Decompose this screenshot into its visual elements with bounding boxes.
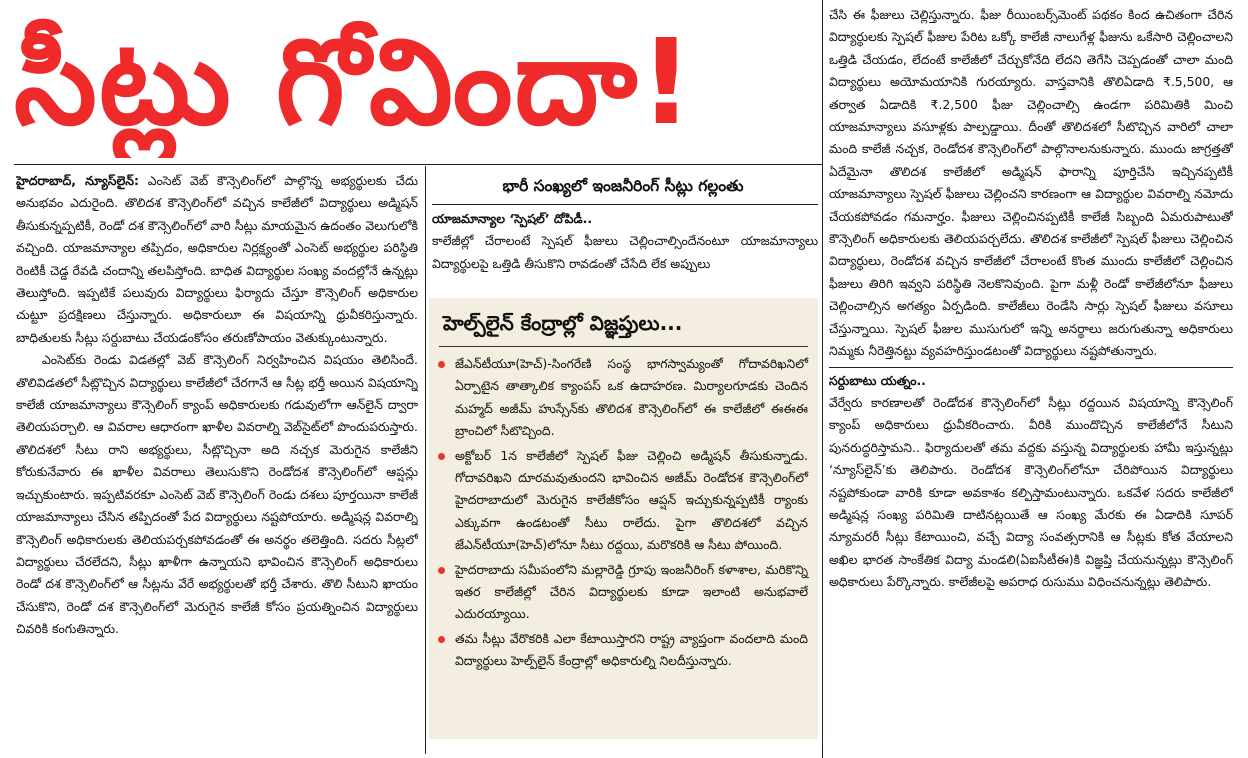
helpline-box	[429, 298, 818, 739]
middle-column	[432, 208, 818, 296]
helpline-item-text: తమ సీట్లు వేరొకరికి ఎలా కేటాయిస్తారని రాష్ట్ర వ్యాప్తంగా వందలాది మంది విద్యార్థులు హెల్ప్‌లైన్ కేంద్రాల్లో అధికారుల్ని నిలదీస్తున్నారు.	[455, 630, 808, 669]
subheadline: భారీ సంఖ్యలో ఇంజనీరింగ్ సీట్లు గల్లంతు	[502, 177, 744, 195]
right-subtitle-divider	[829, 367, 1233, 368]
helpline-item-text: జేఎన్‌టీయూ(హెచ్)-సింగరేణి సంస్థ భాగస్వామ్యంతో గోదావరిఖనిలో ఏర్పాటైన తాత్కాలిక క్యాంపస్ ఒక ఉదాహరణ. మిర్యాలగూడకు చెందిన మహ్మద్ అజీమ్ హుస్సేన్‌కు తొలిదశ కౌన్సెలింగ్‌లో ఈ కాలేజీలో ఈఈఈ బ్రాంచిలో సీటొచ్చింది.	[455, 356, 808, 439]
subheadline-divider	[432, 204, 818, 205]
helpline-item	[455, 628, 808, 673]
right-paragraph-1: చేసి ఈ ఫీజులు చెల్లిస్తున్నారు. ఫీజు రీయింబర్స్‌మెంట్ పథకం కింద ఉచితంగా చేరిన విద్యార్థులకు స్పెషల్ ఫీజుల పేరిట ఒక్కో కాలేజీ నాలుగేళ్ల ఫీజును ఒకేసారి చెల్లించాలని ఒత్తిడి చేయడం, లేదంటే కాలేజీలో చేర్చుకోనేది లేదని తెగేసి చెప్పడంతో చాలా మంది విద్యార్థులు అయోమయానికి గురయ్యారు. వాస్తవానికి తొలిఏడాది ₹.5,500, ఆ తర్వాత ఏడాదికి ₹.2,500 ఫీజు చెల్లించాల్సి ఉండగా పరిమితికి మించి యాజమాన్యాలు వసూళ్లకు పాల్పడ్డాయి. దీంతో తొలిదశలో సీటొచ్చిన వారిలో చాలా మంది కాలేజీ నచ్చక, రెండోదశ కౌన్సెలింగ్‌లో పాల్గొనాలనుకున్నారు. ముందు జాగ్రత్తతో ఏదేమైనా తొలిదశ కాలేజీలో అడ్మిషన్ ఫారాన్ని పూర్తిచేసి ఇచ్చినప్పటికీ యాజమాన్యాలు స్పెషల్ ఫీజులు చెల్లించని కారణంగా ఆ విద్యార్థుల వివరాల్ని నమోదు చేయకపోవడం గమనార్హం. ఫీజులు చెల్లించినప్పటికీ కాలేజీ సిబ్బంది ఏమరుపాటుతో కౌన్సెలింగ్ అధికారులకు తెలియపర్చలేదు. తొలిదశ కాలేజీలో స్పెషల్ ఫీజులు చెల్లించిన విద్యార్థులు, రెండోదశ వచ్చిన కాలేజీలో చేరాలంటే కొంత ముందు కాలేజీలో చెల్లించిన ఫీజులు తిరిగి ఇవ్వని పరిస్థితి నెలకొనివుంది. పైగా మళ్లీ రెండో కాలేజీలోనూ ఫీజులు చెల్లించాల్సిన అగత్యం ఏర్పడింది. కాలేజీలు రెండేసి సార్లు స్పెషల్ ఫీజులు వసూలు చేస్తున్నాయి. స్పెషల్ ఫీజుల ముసుగులో ఇన్ని అనర్థాలు జరుగుతున్నా అధికారులు నిమ్మకు నీరెత్తినట్టు వ్యవహరిస్తుండటంతో విద్యార్థులు నష్టపోతున్నారు.	[829, 7, 1233, 359]
bullet-icon	[438, 636, 445, 643]
helpline-title-divider	[439, 346, 808, 347]
middle-lead: యాజమాన్యాల ‘స్పెషల్’ దోపిడీ..	[432, 211, 593, 226]
dateline: హైదరాబాద్, న్యూస్‌లైన్:	[16, 173, 139, 188]
helpline-item	[455, 353, 808, 443]
helpline-item	[455, 559, 808, 626]
helpline-item	[455, 445, 808, 557]
helpline-item-text: హైదరాబాదు సమీపంలోని మల్లారెడ్డి గ్రూపు ఇంజనీరింగ్ కళాశాల, మరికొన్ని ఇతర కాలేజీల్లో చేరిన విద్యార్థులకు కూడా ఇలాంటి అనుభవాలే ఎదురయ్యాయి.	[455, 561, 808, 622]
column-divider-right	[822, 0, 823, 758]
right-paragraph-2: వేర్వేరు కారణాలతో రెండోదశ కౌన్సెలింగ్‌లో సీట్లు రద్దయిన విషయాన్ని కౌన్సెలింగ్ క్యాంప్ అధికారులు ధ్రువీకరించారు. వీరికి ముందొచ్చిన కాలేజీలోనే సీటుని పునరుద్ధరిస్తామని.. ఫిర్యాదులతో తమ వద్దకు వస్తున్న విద్యార్థులకు హామీ ఇస్తున్నట్లు ‘న్యూస్‌లైన్’కు తెలిపారు. రెండోదశ కౌన్సెలింగ్‌లోనూ చేరిపోయిన విద్యార్థులు నష్టపోకుండా వారికి కూడా అవకాశం కల్పిస్తామంటున్నారు. ఒకవేళ సదరు కాలేజీలో అడ్మిషన్ల సంఖ్య పరిమితి దాటినట్లయితే ఆ సంఖ్య మేరకు ఈ ఏడాదికి సూపర్ న్యూమరరీ సీట్లు కేటాయించి, వచ్చే విద్యా సంవత్సరానికి ఆ సీట్లకు కోత వేయాలని అఖిల భారత సాంకేతిక విద్యా మండలి(ఏఐసీటీఈ)కి విజ్ఞప్తి చేయనున్నట్లు కౌన్సెలింగ్ అధికారులు పేర్కొన్నారు. కాలేజీలపై అపరాధ రుసుము విధించనున్నట్లు తెలిపారు.	[829, 394, 1233, 590]
headline: సీట్లు గోవిందా!	[14, 13, 696, 151]
bullet-icon	[438, 453, 445, 460]
right-subtitle: సర్దుబాటు యత్నం..	[829, 372, 926, 388]
middle-text: కాలేజీల్లో చేరాలంటే స్పెషల్ ఫీజులు చెల్లించాల్సిందేనంటూ యాజమాన్యాలు విద్యార్థులపై ఒత్తిడి తీసుకొని రావడంతో చేసేది లేక అప్పులు	[432, 233, 818, 271]
left-column	[16, 170, 418, 750]
helpline-box-title: హెల్ప్‌లైన్ కేంద్రాల్లో విజ్ఞప్తులు...	[443, 311, 683, 335]
column-divider-left	[425, 166, 426, 754]
left-paragraph-1-text: ఎంసెట్ వెబ్ కౌన్సెలింగ్‌లో పాల్గొన్న అభ్యర్థులకు చేదు అనుభవం ఎదురైంది. తొలిదశ కౌన్సెలింగ్‌లో వచ్చిన కాలేజీలో విద్యార్థులు అడ్మిషన్ తీసుకున్నప్పటికీ, రెండో దశ కౌన్సెలింగ్‌లో వారి సీట్లు మాయమైన ఉదంతం వెలుగులోకి వచ్చింది. యాజమాన్యాల తప్పిదం, అధికారుల నిర్లక్ష్యంతో ఎంసెట్ అభ్యర్థుల పరిస్థితి రెంటికీ చెడ్డ రేవడి చందాన్ని తలపిస్తోంది. బాధిత విద్యార్థుల సంఖ్య వందల్లోనే ఉన్నట్లు తెలుస్తోంది. ఇప్పటికే పలువురు విద్యార్థులు ఫిర్యాదు చేస్తూ కౌన్సెలింగ్ అధికారుల చుట్టూ ప్రదక్షిణలు చేస్తున్నారు. అధికారులూ ఈ విషయాన్ని ధ్రువీకరిస్తున్నారు. బాధితులకు సీట్లు సర్దుబాటు చేయడంకోసం తరుణోపాయం వెతుక్కుంటున్నారు.	[16, 173, 418, 345]
bullet-icon	[438, 361, 445, 368]
bullet-icon	[438, 567, 445, 574]
left-paragraph-1	[16, 170, 418, 349]
headline-underline	[14, 164, 822, 165]
right-column	[829, 4, 1233, 750]
helpline-list	[429, 353, 818, 673]
helpline-item-text: అక్టోబర్ 1న కాలేజీలో స్పెషల్ ఫీజు చెల్లించి అడ్మిషన్ తీసుకున్నాడు. గోదావరిఖని దూరమవుతుందని భావించిన అజీమ్ రెండోదశ కౌన్సెలింగ్‌లో హైదరాబాదులో మెరుగైన కాలేజీకోసం ఆప్షన్ ఇచ్చుకున్నప్పటికీ ర్యాంకు ఎక్కువగా ఉండటంతో సీటు రాలేదు. పైగా తొలిదశలో వచ్చిన జేఎన్‌టీయూ(హెచ్)లోనూ సీటు రద్దయి, మరొకరికి ఆ సీటు పోయింది.	[455, 447, 808, 553]
left-paragraph-2: ఎంసెట్‌కు రెండు విడతల్లో వెబ్ కౌన్సెలింగ్ నిర్వహించిన విషయం తెలిసిందే. తొలివిడతలో సీట్లొచ్చిన విద్యార్థులు కాలేజీలో చేరగానే ఆ సీట్ల భర్తీ అయిన విషయాన్ని కాలేజీ యాజమాన్యాలు కౌన్సెలింగ్ క్యాంప్ అధికారులకు గడువులోగా ఆన్‌లైన్ ద్వారా తెలియపర్చాలి. ఆ వివరాల ఆధారంగా ఖాళీల వివరాల్ని వెబ్‌సైట్‌లో పొందుపరుస్తారు. తొలిదశలో సీటు రాని అభ్యర్థులు, సీట్లొచ్చినా అది నచ్చక మెరుగైన కాలేజీని కోరుకునేవారు ఈ ఖాళీల వివరాలు తెలుసుకొని రెండోదశ కౌన్సెలింగ్‌లో ఆప్షన్లు ఇచ్చుకుంటారు. ఇప్పటివరకూ ఎంసెట్ వెబ్ కౌన్సెలింగ్ రెండు దశలు పూర్తయినా కాలేజీ యాజమాన్యాలు చేసిన తప్పిదంతో పేద విద్యార్థులు నష్టపోయారు. అడ్మిషన్ల వివరాల్ని కౌన్సెలింగ్ అధికారులకు తెలియపర్చకపోవడంతో ఈ అనర్థం తలెత్తింది. సదరు సీట్లలో విద్యార్థులు చేరలేదని, సీట్లు ఖాళీగా ఉన్నాయని భావించిన కౌన్సెలింగ్ అధికారులు రెండో దశ కౌన్సెలింగ్‌లో ఆ సీట్లను వేరే అభ్యర్థులతో భర్తీ చేశారు. తొలి సీటుని ఖాయం చేసుకొని, రెండో దశ కౌన్సెలింగ్‌లో మెరుగైన కాలేజీ కోసం ప్రయత్నించిన విద్యార్థులు చివరికి కంగుతిన్నారు.	[16, 352, 418, 637]
